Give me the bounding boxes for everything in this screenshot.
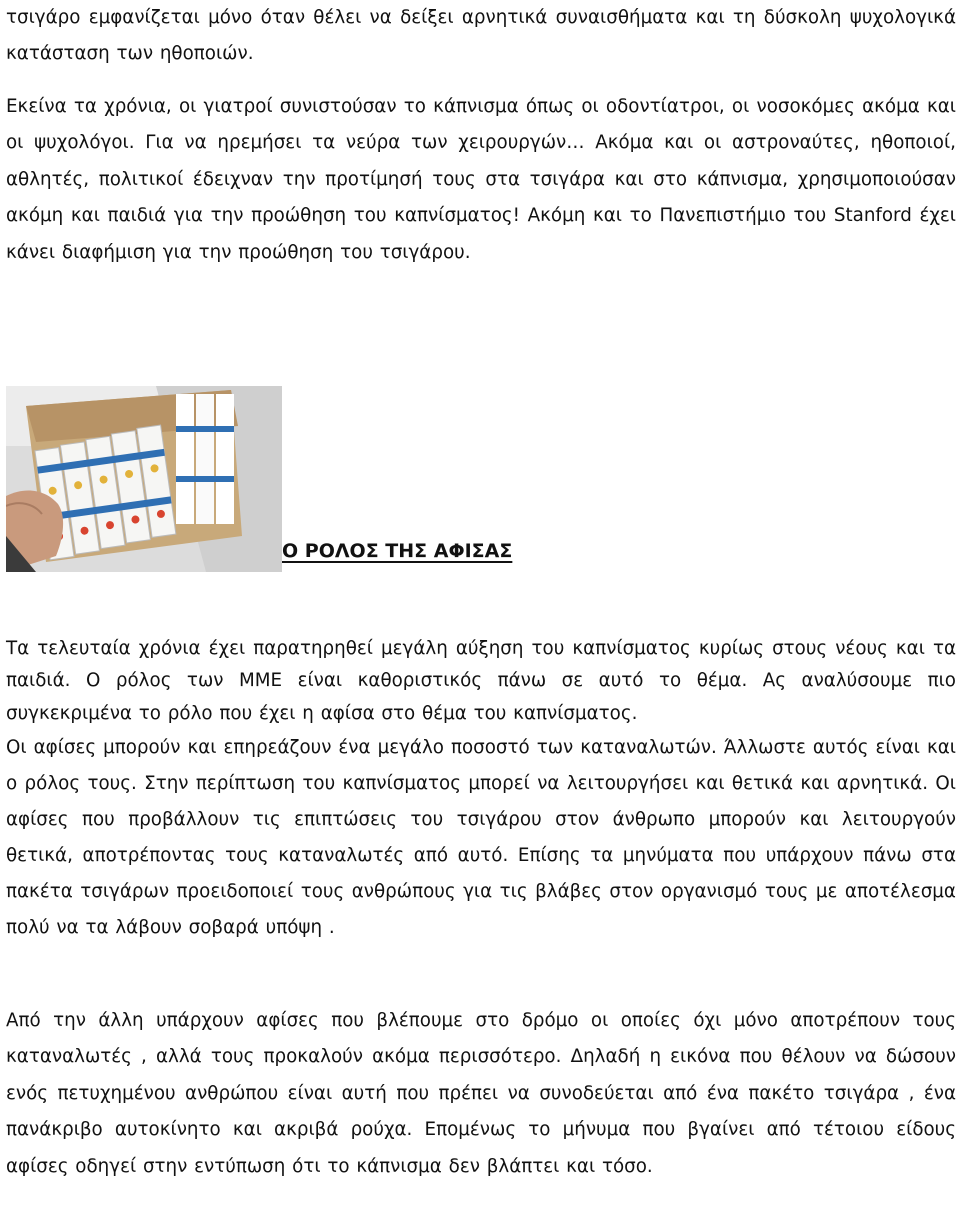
cigarette-cartons-image — [6, 386, 282, 572]
section-heading: Ο ΡΟΛΟΣ ΤΗΣ ΑΦΙΣΑΣ — [282, 540, 513, 562]
paragraph-doctors-smoking: Εκείνα τα χρόνια, οι γιατροί συνιστούσαν το κάπνισμα όπως οι οδοντίατροι, οι νοσοκόμες ακόμα και οι ψυχολόγοι. Για να ηρεμήσει τα νεύρα των χειρουργών… Ακόμα και οι αστροναύτες, ηθοποιοί, αθλητές, πολιτικοί έδειχναν την προτίμησή τους στα τσιγάρα και στο κάπνισμα, χρησιμοποιούσαν ακόμη και παιδιά για την προώθηση του καπνίσματος! Ακόμη και το Πανεπιστήμιο του Stanford έχει κάνει διαφήμιση για την προώθηση του τσιγάρου. — [6, 96, 956, 263]
cigarette-cartons-photo — [6, 386, 282, 572]
paragraph-street-posters: Από την άλλη υπάρχουν αφίσες που βλέπουμε στο δρόμο οι οποίες όχι μόνο αποτρέπουν τους καταναλωτές , αλλά τους προκαλούν ακόμα περισσότερο. Δηλαδή η εικόνα που θέλουν να δώσουν ενός πετυχημένου ανθρώπου είναι αυτή που πρέπει να συνοδεύεται από ένα πακέτο τσιγάρα , ένα πανάκριβο αυτοκίνητο και ακριβά ρούχα. Επομένως το μήνυμα που βγαίνει από τέτοιου είδους αφίσες οδηγεί στην εντύπωση ότι το κάπνισμα δεν βλάπτει και τόσο. — [6, 1010, 956, 1177]
image-heading-row — [6, 386, 956, 576]
paragraph-intro-tail: τσιγάρο εμφανίζεται μόνο όταν θέλει να δείξει αρνητικά συναισθήματα και τη δύσκολη ψυχολογικά κατάσταση των ηθοποιών. — [6, 7, 956, 64]
paragraph-poster-role: Τα τελευταία χρόνια έχει παρατηρηθεί μεγάλη αύξηση του καπνίσματος κυρίως στους νέους και τα παιδιά. Ο ρόλος των ΜΜΕ είναι καθοριστικός πάνω σε αυτό το θέμα. Ας αναλύσουμε πιο συγκεκριμένα το ρόλο που έχει η αφίσα στο θέμα του καπνίσματος. — [6, 638, 956, 724]
paragraph-poster-influence: Οι αφίσες μπορούν και επηρεάζουν ένα μεγάλο ποσοστό των καταναλωτών. Άλλωστε αυτός είναι και ο ρόλος τους. Στην περίπτωση του καπνίσματος μπορεί να λειτουργήσει και θετικά και αρνητικά. Οι αφίσες που προβάλλουν τις επιπτώσεις του τσιγάρου στον άνθρωπο μπορούν και λειτουργούν θετικά, αποτρέποντας τους καταναλωτές από αυτό. Επίσης τα μηνύματα που υπάρχουν πάνω στα πακέτα τσιγάρων προειδοποιεί τους ανθρώπους για τις βλάβες στον οργανισμό τους με αποτέλεσμα πολύ να τα λάβουν σοβαρά υπόψη . — [6, 737, 956, 938]
